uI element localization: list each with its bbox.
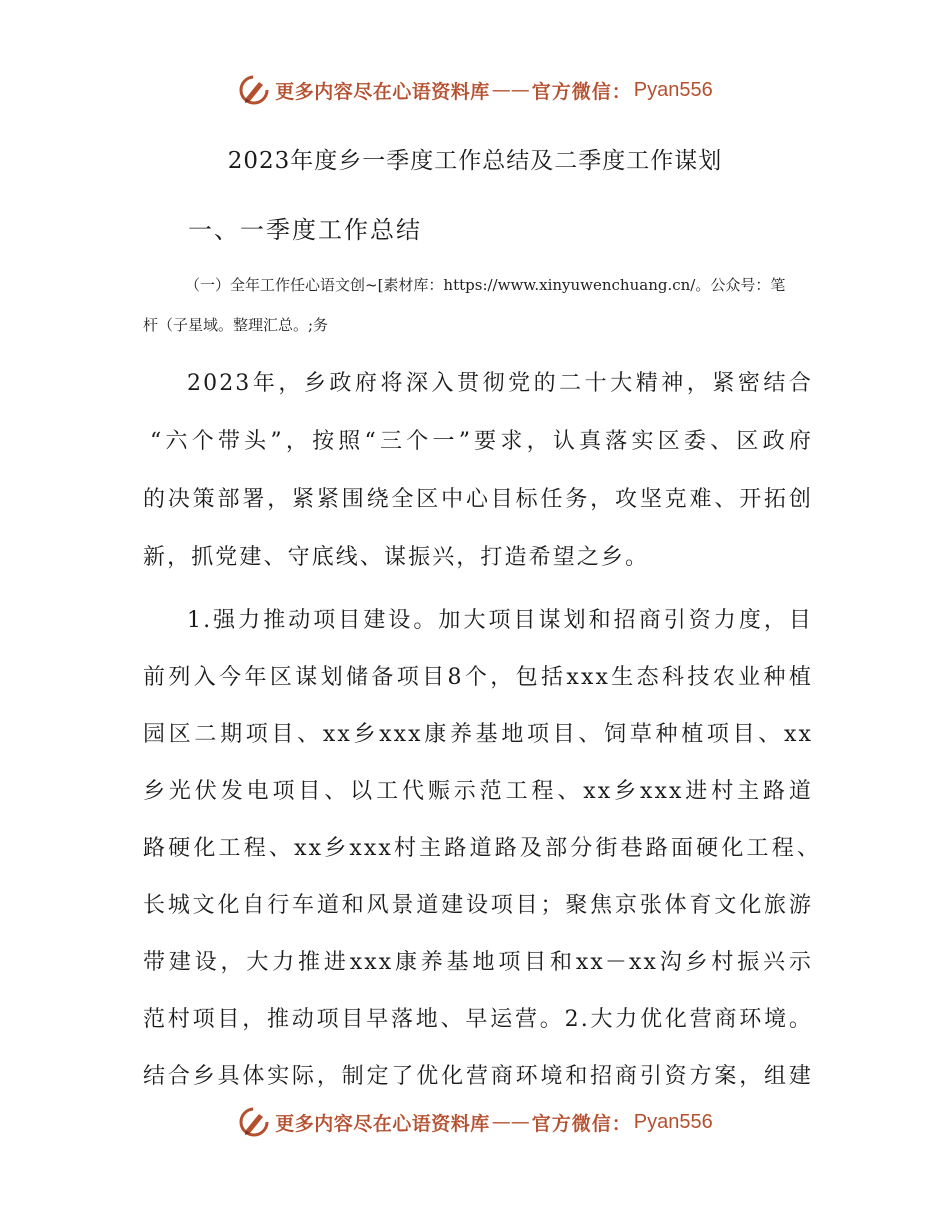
subsection-line-2: 杆（子星域。整理汇总。;务 bbox=[143, 316, 329, 334]
body-line: 园区二期项目、xx乡xxx康养基地项目、饲草种植项目、xx bbox=[143, 722, 813, 747]
body-line: 带建设，大力推进xxx康养基地项目和xx－xx沟乡村振兴示 bbox=[143, 950, 813, 975]
pen-logo-icon bbox=[237, 73, 271, 107]
footer-banner bbox=[0, 1102, 950, 1142]
body-line: 1.强力推动项目建设。加大项目谋划和招商引资力度，目 bbox=[187, 608, 813, 633]
banner-wechat-id: Pyan556 bbox=[633, 78, 713, 101]
pen-logo-icon bbox=[237, 1105, 271, 1139]
body-line: 前列入今年区谋划储备项目8个，包括xxx生态科技农业种植 bbox=[143, 665, 813, 690]
document-title: 2023年度乡一季度工作总结及二季度工作谋划 bbox=[227, 148, 723, 174]
body-line: 长城文化自行车道和风景道建设项目；聚焦京张体育文化旅游 bbox=[143, 893, 813, 918]
banner-official: 官方微信： bbox=[531, 1112, 632, 1135]
section-heading: 一、一季度工作总结 bbox=[188, 216, 422, 244]
subsection-line-1: （一）全年工作任心语文创~[素材库：https://www.xinyuwenchuang.cn/。公众号：笔 bbox=[185, 276, 786, 294]
banner-brand: 更多内容尽在心语资料库 bbox=[275, 80, 490, 103]
body-line: 路硬化工程、xx乡xxx村主路道路及部分街巷路面硬化工程、 bbox=[143, 836, 821, 861]
body-line: 范村项目，推动项目早落地、早运营。2.大力优化营商环境。 bbox=[143, 1007, 813, 1032]
banner-official: 官方微信： bbox=[531, 80, 632, 103]
body-line: 的决策部署，紧紧围绕全区中心目标任务，攻坚克难、开拓创 bbox=[143, 487, 813, 512]
body-line: 新，抓党建、守底线、谋振兴，打造希望之乡。 bbox=[143, 545, 650, 570]
body-line: 结合乡具体实际，制定了优化营商环境和招商引资方案，组建 bbox=[143, 1064, 813, 1089]
body-line: “六个带头”，按照“三个一”要求，认真落实区委、区政府 bbox=[150, 429, 813, 454]
banner-dash: —— bbox=[491, 1111, 530, 1133]
header-banner bbox=[0, 70, 950, 110]
body-line: 2023年，乡政府将深入贯彻党的二十大精神，紧密结合 bbox=[187, 371, 813, 396]
banner-wechat-id: Pyan556 bbox=[633, 1110, 713, 1133]
banner-brand: 更多内容尽在心语资料库 bbox=[275, 1112, 490, 1135]
banner-dash: —— bbox=[491, 79, 530, 101]
body-line: 乡光伏发电项目、以工代赈示范工程、xx乡xxx进村主路道 bbox=[143, 779, 813, 804]
